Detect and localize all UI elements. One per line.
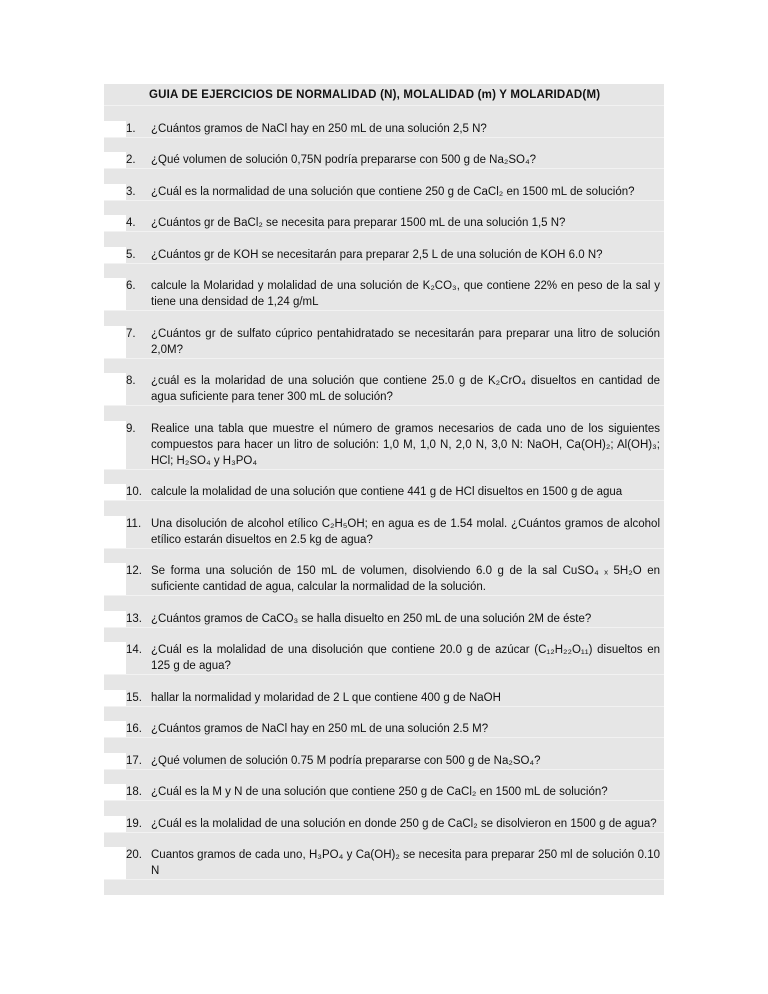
exercise-text: ¿Cuál es la molalidad de una disolución que contiene 20.0 g de azúcar (C₁₂H₂₂O₁₁) disueltos en 125 g de agua? <box>151 644 660 672</box>
row-separator <box>104 706 664 722</box>
row-separator <box>104 627 664 643</box>
exercise-number: 17. <box>126 754 142 767</box>
exercise-number: 18. <box>126 786 142 798</box>
exercise-cell <box>126 278 664 310</box>
exercise-item <box>104 516 664 548</box>
exercise-number: 2. <box>126 154 136 166</box>
exercise-text: Cuantos gramos de cada uno, H₃PO₄ y Ca(OH)₂ se necesita para preparar 250 ml de solución 0.10 N <box>151 849 660 877</box>
row-separator <box>104 105 664 121</box>
exercise-cell <box>126 847 664 879</box>
exercise-cell <box>126 784 664 800</box>
exercise-item <box>104 278 664 310</box>
row-separator <box>104 358 664 374</box>
row-separator <box>104 137 664 153</box>
exercise-item <box>104 215 664 231</box>
exercise-cell <box>126 721 664 737</box>
exercise-cell <box>126 373 664 405</box>
exercise-number: 9. <box>126 422 136 435</box>
exercise-number: 19. <box>126 817 142 830</box>
row-separator <box>104 263 664 279</box>
row-separator <box>104 800 664 816</box>
exercise-number: 20. <box>126 849 142 861</box>
row-separator <box>104 469 664 485</box>
exercise-cell <box>126 326 664 358</box>
exercise-text: ¿Cuál es la molalidad de una solución en donde 250 g de CaCl₂ se disolvieron en 1500 g de agua? <box>151 817 657 830</box>
exercise-text: Se forma una solución de 150 mL de volumen, disolviendo 6.0 g de la sal CuSO₄ ₓ 5H₂O en suficiente cantidad de agua, calcular la normalidad de la solución. <box>151 565 660 593</box>
exercise-number: 4. <box>126 217 136 229</box>
row-separator <box>104 832 664 848</box>
exercise-item <box>104 563 664 595</box>
exercise-text: ¿Cuántos gr de sulfato cúprico pentahidratado se necesitarán para preparar una litro de solución 2,0M? <box>151 327 660 356</box>
exercise-cell <box>126 690 664 706</box>
exercise-item <box>104 121 664 137</box>
row-separator <box>104 310 664 326</box>
exercise-cell <box>126 563 664 595</box>
exercise-cell <box>126 247 664 263</box>
exercise-item <box>104 690 664 706</box>
row-separator <box>104 595 664 611</box>
exercise-cell <box>126 642 664 674</box>
exercise-item <box>104 721 664 737</box>
exercise-cell <box>126 816 664 832</box>
exercise-text: calcule la Molaridad y molalidad de una solución de K₂CO₃, que contiene 22% en peso de la sal y tiene una densidad de 1,24 g/mL <box>151 280 660 308</box>
exercise-item <box>104 611 664 627</box>
exercise-number: 1. <box>126 122 136 135</box>
exercise-number: 8. <box>126 375 136 387</box>
exercise-number: 11. <box>126 517 142 530</box>
exercise-number: 7. <box>126 327 136 340</box>
exercise-cell <box>126 753 664 769</box>
exercise-text: ¿Qué volumen de solución 0.75 M podría prepararse con 500 g de Na₂SO₄? <box>151 754 541 767</box>
exercise-number: 16. <box>126 723 142 735</box>
exercise-text: Realice una tabla que muestre el número de gramos necesarios de cada uno de los siguientes compuestos para hacer un litro de solución: 1,0 M, 1,0 N, 2,0 N, 3,0 N: NaOH, Ca(OH)₂; Al(OH)₃; HCl; H₂SO₄ y H₃PO₄ <box>151 422 660 467</box>
exercise-guide <box>104 84 664 895</box>
exercise-text: calcule la molalidad de una solución que contiene 441 g de HCl disueltos en 1500 g de agua <box>151 486 623 498</box>
exercise-cell <box>126 184 664 200</box>
exercise-number: 15. <box>126 691 142 704</box>
exercise-text: ¿cuál es la molaridad de una solución que contiene 25.0 g de K₂CrO₄ disueltos en cantidad de agua suficiente para tener 300 mL de solución? <box>151 375 660 403</box>
exercise-cell <box>126 152 664 168</box>
exercise-text: ¿Qué volumen de solución 0,75N podría prepararse con 500 g de Na₂SO₄? <box>151 154 537 166</box>
exercise-text: ¿Cuál es la M y N de una solución que contiene 250 g de CaCl₂ en 1500 mL de solución? <box>151 786 608 798</box>
exercise-item <box>104 784 664 800</box>
exercise-number: 13. <box>126 612 142 625</box>
exercise-text: ¿Cuántos gramos de NaCl hay en 250 mL de una solución 2,5 N? <box>151 122 487 135</box>
exercise-cell <box>126 215 664 231</box>
exercise-item <box>104 484 664 500</box>
row-separator <box>104 769 664 785</box>
exercise-cell <box>126 611 664 627</box>
exercise-cell <box>126 484 664 500</box>
row-separator <box>104 200 664 216</box>
row-separator <box>104 674 664 690</box>
exercise-text: ¿Cuántos gramos de CaCO₃ se halla disuelto en 250 mL de una solución 2M de éste? <box>151 612 592 625</box>
exercise-item <box>104 816 664 832</box>
exercise-cell <box>126 516 664 548</box>
exercise-item <box>104 247 664 263</box>
exercise-text: ¿Cuántos gr de KOH se necesitarán para preparar 2,5 L de una solución de KOH 6.0 N? <box>151 248 603 261</box>
exercise-number: 14. <box>126 644 142 656</box>
document-title: GUIA DE EJERCICIOS DE NORMALIDAD (N), MOLALIDAD (m) Y MOLARIDAD(M) <box>104 84 664 105</box>
row-separator <box>104 737 664 753</box>
exercise-item <box>104 373 664 405</box>
exercise-number: 5. <box>126 248 136 261</box>
exercise-number: 10. <box>126 486 142 498</box>
exercise-number: 6. <box>126 280 136 292</box>
exercise-text: hallar la normalidad y molaridad de 2 L que contiene 400 g de NaOH <box>151 691 501 704</box>
exercise-text: ¿Cuál es la normalidad de una solución que contiene 250 g de CaCl₂ en 1500 mL de solución? <box>151 185 635 198</box>
exercise-list <box>104 105 664 895</box>
exercise-item <box>104 184 664 200</box>
row-separator <box>104 500 664 516</box>
exercise-item <box>104 847 664 879</box>
exercise-item <box>104 152 664 168</box>
row-separator <box>104 168 664 184</box>
row-separator <box>104 548 664 564</box>
exercise-item <box>104 753 664 769</box>
exercise-text: ¿Cuántos gramos de NaCl hay en 250 mL de una solución 2.5 M? <box>151 723 489 735</box>
exercise-text: ¿Cuántos gr de BaCl₂ se necesita para preparar 1500 mL de una solución 1,5 N? <box>151 217 566 229</box>
row-separator <box>104 405 664 421</box>
exercise-cell <box>126 121 664 137</box>
exercise-number: 3. <box>126 185 136 198</box>
exercise-item <box>104 421 664 469</box>
row-separator <box>104 231 664 247</box>
exercise-text: Una disolución de alcohol etílico C₂H₅OH; en agua es de 1.54 molal. ¿Cuántos gramos de alcohol etílico estarán disueltos en 2.5 kg de agua? <box>151 517 660 546</box>
exercise-item <box>104 642 664 674</box>
exercise-number: 12. <box>126 565 142 577</box>
row-separator <box>104 879 664 895</box>
exercise-cell <box>126 421 664 469</box>
exercise-item <box>104 326 664 358</box>
